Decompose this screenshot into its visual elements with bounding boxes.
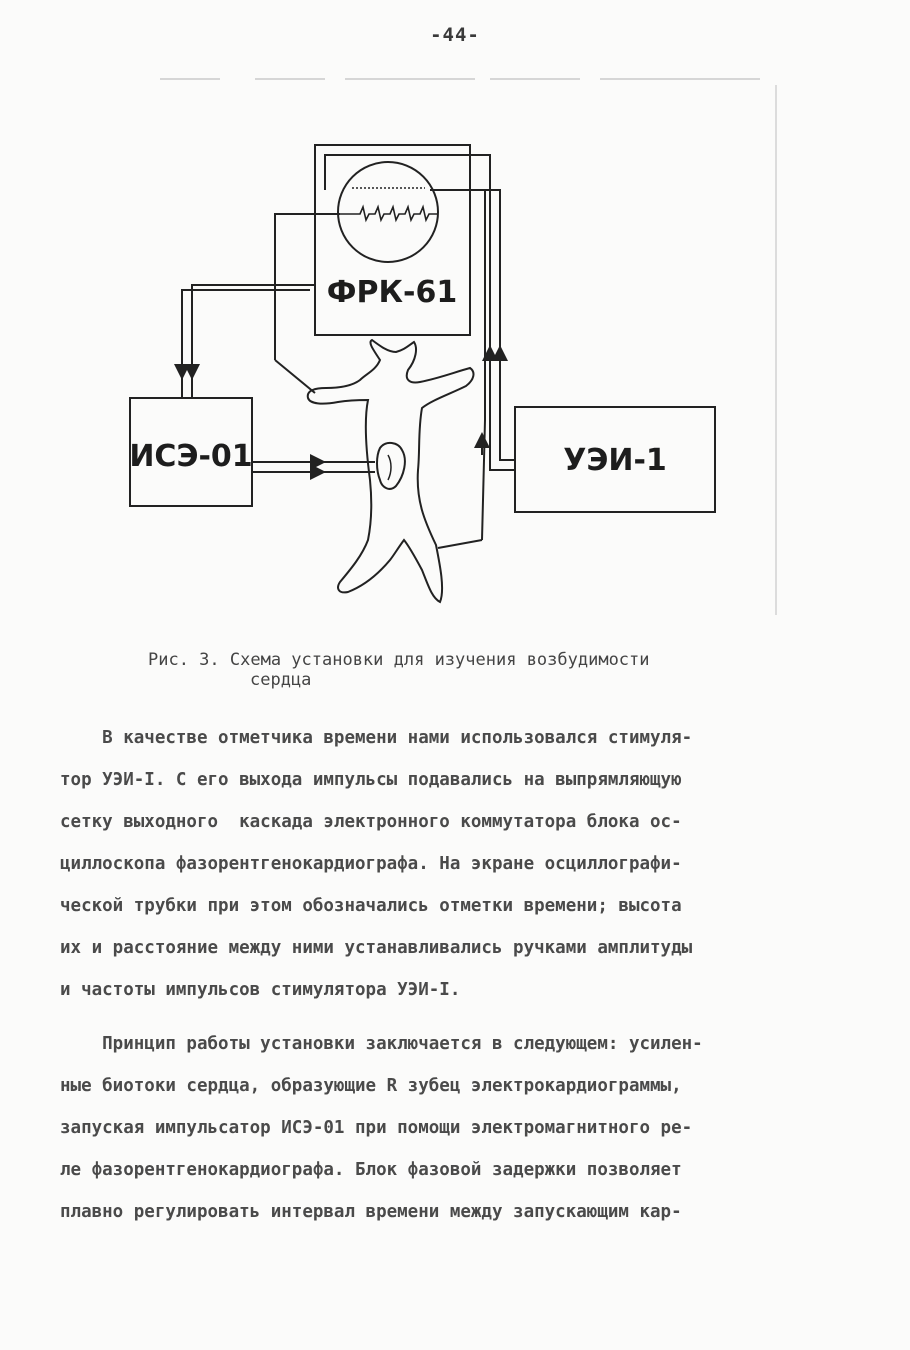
uei-label: УЭИ-1 xyxy=(563,443,667,478)
p1-line-3: сетку выходного каскада электронного коммутатора блока ос- xyxy=(60,812,682,832)
figure-caption xyxy=(148,650,788,690)
ecg-trace xyxy=(340,207,438,220)
page-number: -44- xyxy=(430,24,480,46)
ise-label: ИСЭ-01 xyxy=(129,439,253,474)
setup-diagram xyxy=(0,0,910,640)
p1-line-4: циллоскопа фазорентгенокардиографа. На экране осциллографи- xyxy=(60,854,682,874)
p1-line-7: и частоты импульсов стимулятора УЭИ-I. xyxy=(60,980,461,1000)
p1-line-1: В качестве отметчика времени нами использовался стимуля- xyxy=(60,728,693,748)
frk-label: ФРК-61 xyxy=(326,275,458,310)
p2-line-1: Принцип работы установки заключается в следующем: усилен- xyxy=(60,1034,703,1054)
p2-line-4: ле фазорентгенокардиографа. Блок фазовой задержки позволяет xyxy=(60,1160,682,1180)
p1-line-6: их и расстояние между ними устанавливались ручками амплитуды xyxy=(60,938,693,958)
p1-line-5: ческой трубки при этом обозначались отметки времени; высота xyxy=(60,896,682,916)
caption-line-1: Рис. 3. Схема установки для изучения возбудимости xyxy=(148,650,650,670)
oscilloscope-screen xyxy=(338,162,438,262)
p2-line-5: плавно регулировать интервал времени между запускающим кар- xyxy=(60,1202,682,1222)
caption-line-2: сердца xyxy=(250,670,312,690)
p2-line-2: ные биотоки сердца, образующие R зубец электрокардиограммы, xyxy=(60,1076,682,1096)
p2-line-3: запуская импульсатор ИСЭ-01 при помощи электромагнитного ре- xyxy=(60,1118,693,1138)
p1-line-2: тор УЭИ-I. С его выхода импульсы подавались на выпрямляющую xyxy=(60,770,682,790)
